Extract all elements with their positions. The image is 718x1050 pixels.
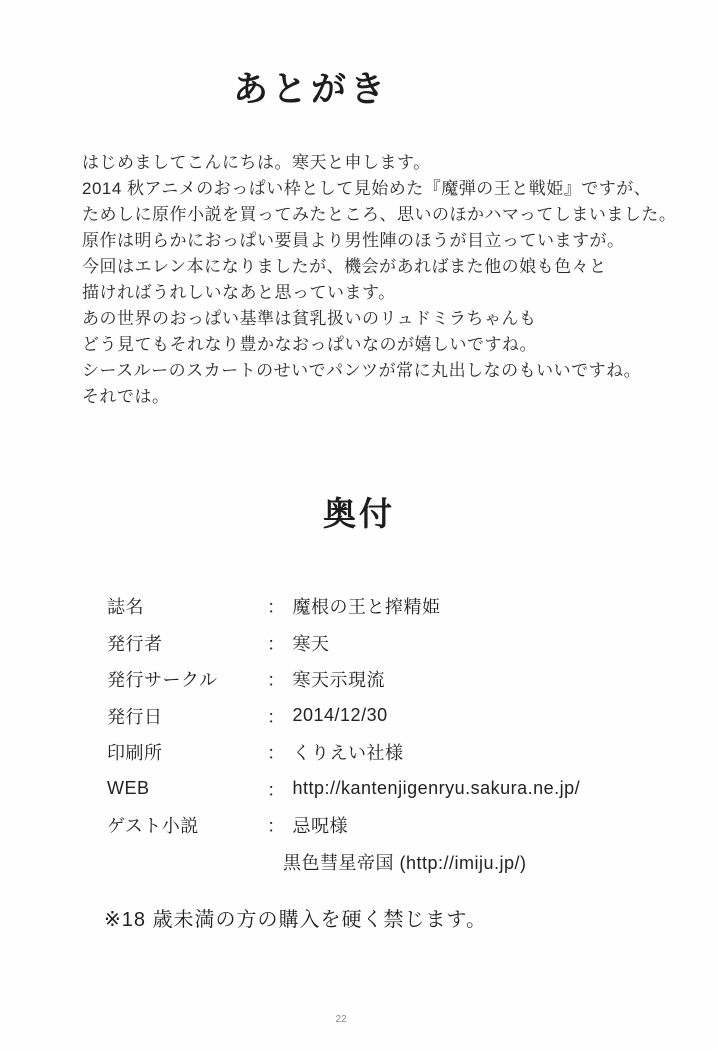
afterword-paragraph bbox=[82, 150, 677, 410]
colophon-row-label: 印刷所 bbox=[107, 743, 163, 764]
page-number: 22 bbox=[335, 1014, 347, 1025]
colophon-row-colon: ： bbox=[267, 706, 286, 727]
colophon-title: 奥付 bbox=[323, 495, 395, 532]
colophon-row-colon: ： bbox=[267, 779, 286, 800]
colophon-row-colon: ： bbox=[267, 633, 286, 654]
colophon-guest-second-line bbox=[107, 844, 580, 881]
colophon-row-printer bbox=[107, 734, 580, 771]
afterword-line: あの世界のおっぱい基準は貧乳扱いのリュドミラちゃんも bbox=[82, 309, 537, 328]
colophon-row-publisher bbox=[107, 625, 580, 662]
colophon-row-value: 魔根の王と搾精姫 bbox=[292, 597, 441, 618]
colophon-row-label: ゲスト小説 bbox=[107, 816, 199, 837]
colophon-row-magazine-name bbox=[107, 588, 580, 625]
afterword-line: ためしに原作小説を買ってみたところ、思いのほかハマってしまいました。 bbox=[82, 205, 677, 224]
afterword-line: 今回はエレン本になりましたが、機会があればまた他の娘も色々と bbox=[82, 257, 607, 276]
colophon-row-colon: ： bbox=[267, 670, 286, 691]
colophon-row-value: 忌呪様 bbox=[292, 816, 348, 837]
afterword-line: 2014 秋アニメのおっぱい枠として見始めた『魔弾の王と戦姫』ですが、 bbox=[82, 179, 652, 198]
afterword-line: シースルーのスカートのせいでパンツが常に丸出しなのもいいですね。 bbox=[82, 361, 642, 380]
colophon-row-label: 誌名 bbox=[107, 597, 144, 618]
colophon-row-web-url: http://kantenjigenryu.sakura.ne.jp/ bbox=[292, 778, 581, 799]
afterword-line: はじめましてこんにちは。寒天と申します。 bbox=[82, 153, 431, 172]
colophon-row-value: 寒天 bbox=[292, 633, 330, 654]
afterword-line: どう見てもそれなり豊かなおっぱいなのが嬉しいですね。 bbox=[82, 335, 537, 354]
colophon-row-colon: ： bbox=[267, 816, 286, 837]
afterword-line: 原作は明らかにおっぱい要員より男性陣のほうが目立っていますが。 bbox=[82, 231, 625, 250]
colophon-row-colon: ： bbox=[267, 743, 286, 764]
colophon-row-label: 発行サークル bbox=[107, 670, 218, 691]
colophon-row-publish-date bbox=[107, 698, 580, 735]
afterword-line: それでは。 bbox=[82, 387, 170, 406]
colophon-row-label: 発行者 bbox=[107, 633, 163, 654]
colophon-row-value: 寒天示現流 bbox=[292, 670, 385, 691]
colophon-row-colon: ： bbox=[267, 597, 286, 618]
colophon-guest-circle-url: 黒色彗星帝国 (http://imiju.jp/) bbox=[283, 852, 527, 873]
colophon-row-label: WEB bbox=[107, 778, 150, 799]
colophon-table bbox=[107, 588, 580, 880]
colophon-row-guest-novel bbox=[107, 807, 580, 844]
colophon-row-value: 2014/12/30 bbox=[292, 705, 388, 726]
colophon-row-value: くりえい社様 bbox=[292, 743, 404, 764]
afterword-line: 描ければうれしいなあと思っています。 bbox=[82, 283, 396, 302]
afterword-title: あとがき bbox=[232, 70, 389, 109]
colophon-row-circle bbox=[107, 661, 580, 698]
colophon-row-label: 発行日 bbox=[107, 706, 163, 727]
colophon-row-web bbox=[107, 771, 580, 808]
age-warning: ※18 歳未満の方の購入を硬く禁じます。 bbox=[104, 909, 487, 931]
